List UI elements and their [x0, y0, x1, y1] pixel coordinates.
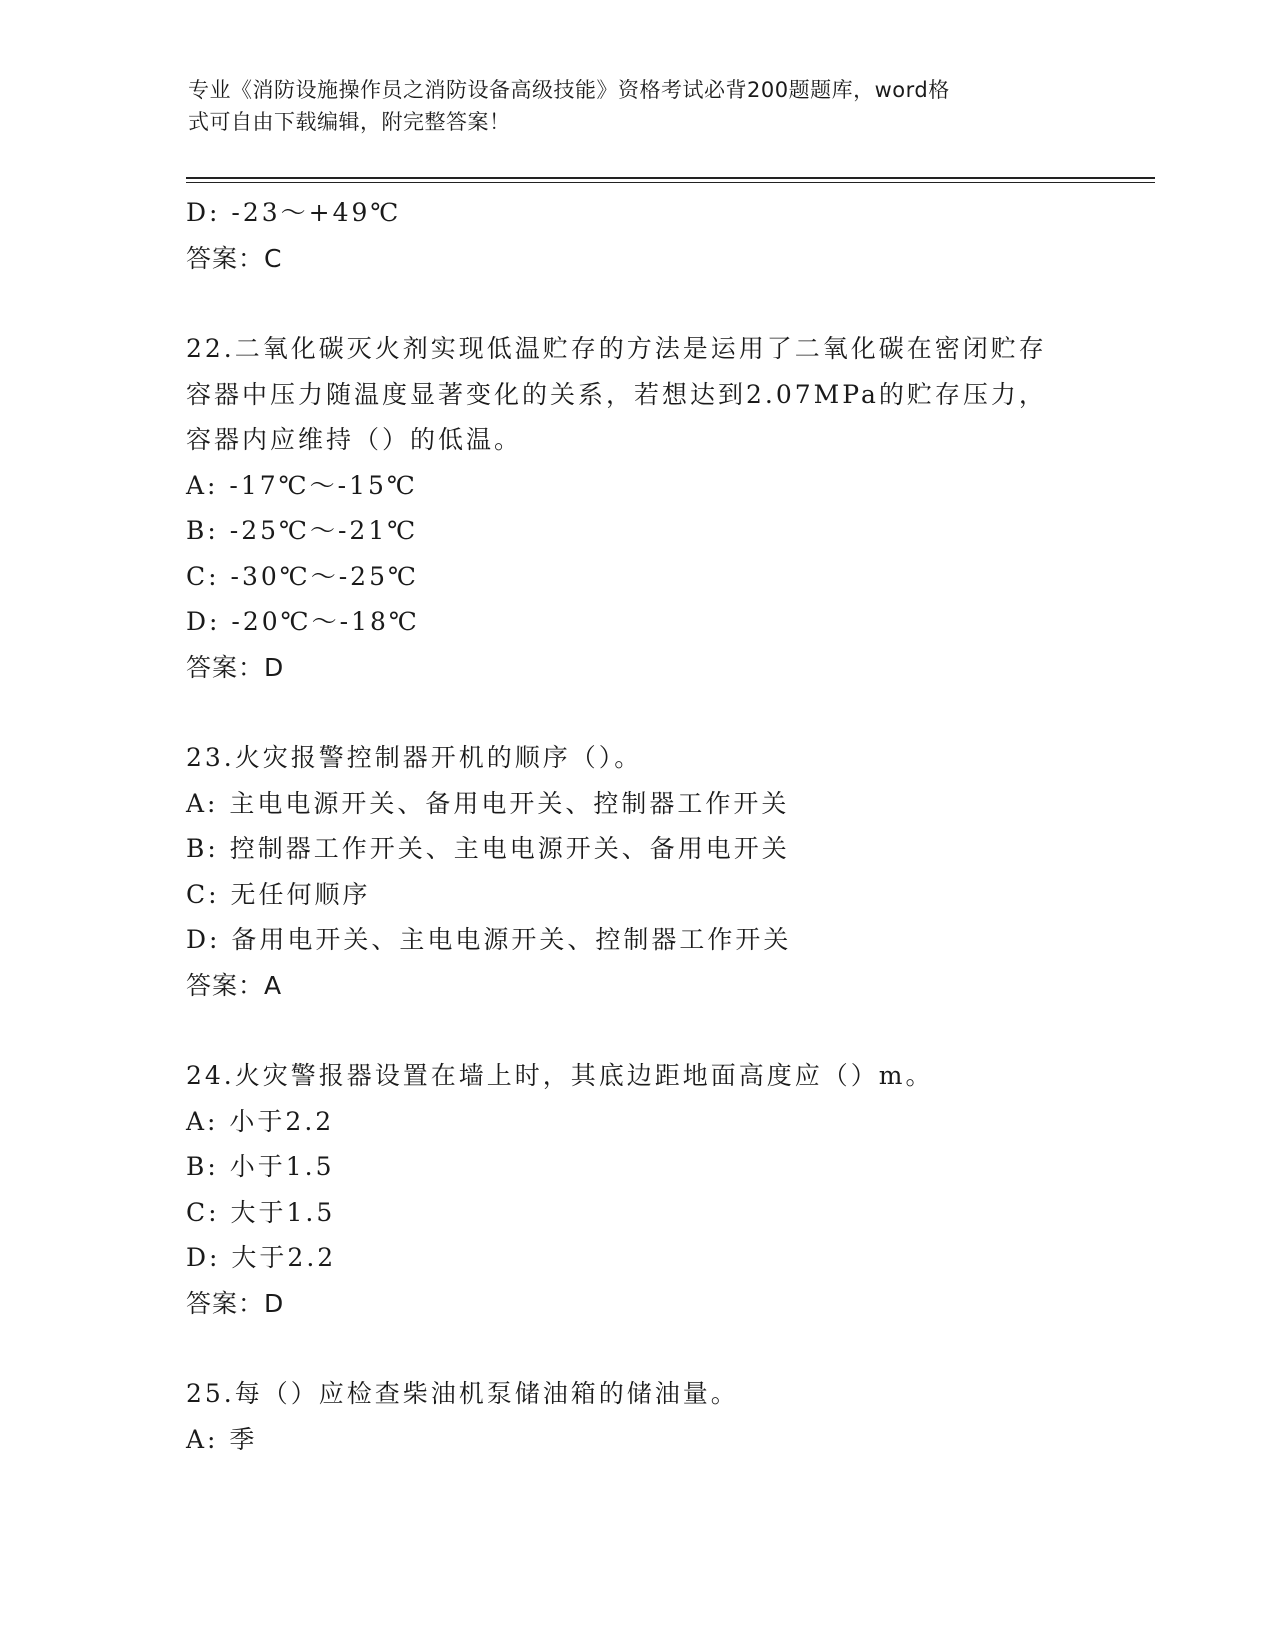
q24-option-d: D: 大于2.2 — [186, 1243, 337, 1272]
q21-option-d: D: -23～+49℃ — [186, 198, 402, 227]
q25-stem: 25.每（）应检查柴油机泵储油箱的储油量。 — [186, 1379, 739, 1408]
q22-stem-line-3: 容器内应维持（）的低温。 — [186, 425, 523, 454]
q22-stem-line-2: 容器中压力随温度显著变化的关系，若想达到2.07MPa的贮存压力， — [186, 379, 1047, 409]
q24-answer: 答案：D — [186, 1288, 285, 1318]
q23-option-c: C: 无任何顺序 — [186, 879, 371, 909]
spacer — [186, 281, 1146, 326]
q24-stem: 24.火灾警报器设置在墙上时，其底边距地面高度应（）m。 — [186, 1061, 934, 1090]
q24-option-c: C: 大于1.5 — [186, 1197, 336, 1227]
question-list — [186, 190, 1146, 1462]
q22-option-c: C: -30℃～-25℃ — [186, 561, 419, 591]
q23-option-d: D: 备用电开关、主电电源开关、控制器工作开关 — [186, 925, 792, 954]
spacer — [186, 1326, 1146, 1371]
question-21-tail — [186, 190, 1146, 281]
header-rule-thin — [186, 182, 1155, 183]
q25-option-a: A: 季 — [186, 1424, 258, 1454]
document-header — [188, 74, 1068, 138]
header-line-1: 专业《消防设施操作员之消防设备高级技能》资格考试必背200题题库，word格 — [188, 78, 950, 102]
question-22 — [186, 326, 1146, 690]
header-rule-thick — [186, 177, 1155, 179]
q23-option-b: B: 控制器工作开关、主电电源开关、备用电开关 — [186, 834, 790, 863]
q24-option-a: A: 小于2.2 — [186, 1106, 335, 1136]
question-25 — [186, 1371, 1146, 1462]
q22-answer: 答案：D — [186, 652, 285, 682]
q22-stem-line-1: 22.二氧化碳灭火剂实现低温贮存的方法是运用了二氧化碳在密闭贮存 — [186, 334, 1047, 363]
q24-option-b: B: 小于1.5 — [186, 1152, 335, 1181]
q21-answer: 答案：C — [186, 243, 283, 273]
question-24 — [186, 1053, 1146, 1326]
q23-answer: 答案：A — [186, 970, 283, 1000]
q22-option-a: A: -17℃～-15℃ — [186, 470, 418, 500]
q23-stem: 23.火灾报警控制器开机的顺序（）。 — [186, 743, 643, 772]
q23-option-a: A: 主电电源开关、备用电开关、控制器工作开关 — [186, 788, 790, 818]
q22-option-b: B: -25℃～-21℃ — [186, 516, 419, 545]
spacer — [186, 1008, 1146, 1053]
question-23 — [186, 735, 1146, 1008]
header-line-2: 式可自由下载编辑，附完整答案！ — [188, 110, 511, 134]
spacer — [186, 690, 1146, 735]
q22-option-d: D: -20℃～-18℃ — [186, 607, 420, 636]
